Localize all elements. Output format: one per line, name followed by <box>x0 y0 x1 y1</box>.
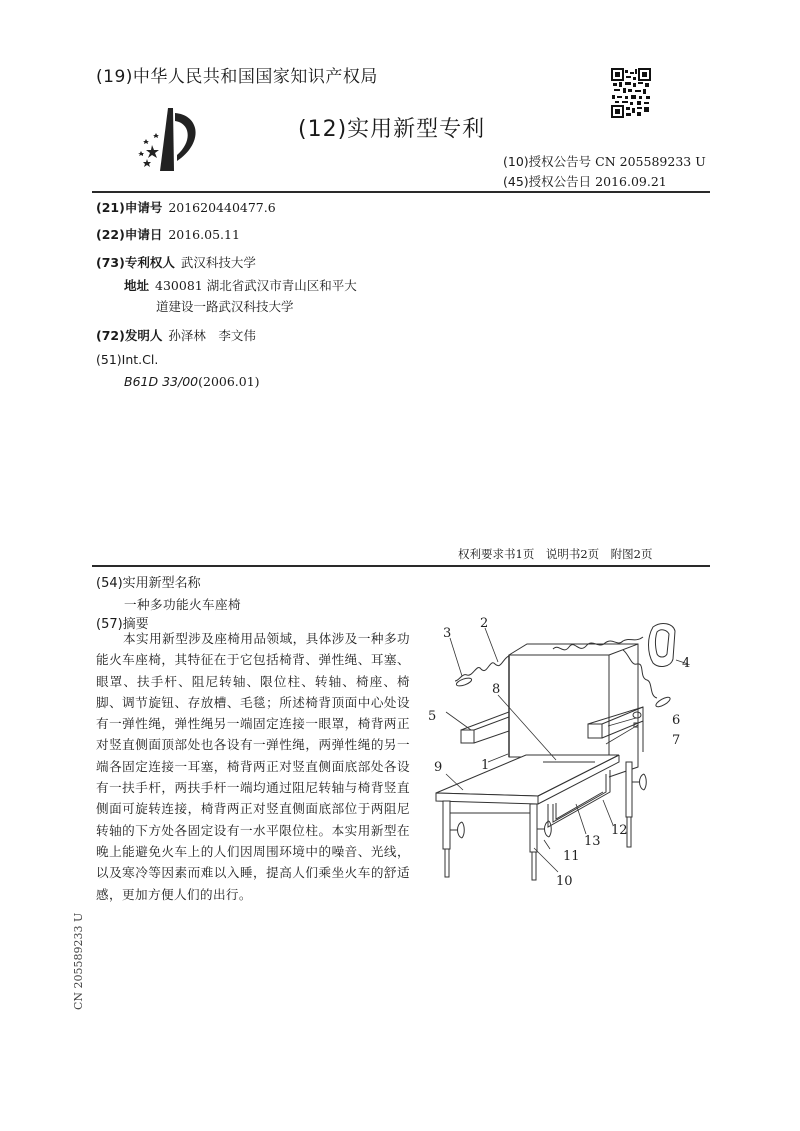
address-line1: 430081 湖北省武汉市青山区和平大 <box>155 278 357 293</box>
address-row <box>124 276 357 294</box>
ref-13: 13 <box>584 834 601 849</box>
seat <box>436 755 619 804</box>
publication-number-row <box>503 152 706 170</box>
int-cl-version: (2006.01) <box>198 374 260 389</box>
ref-1: 1 <box>481 758 490 773</box>
filing-date-label: (22)申请日 <box>96 227 163 242</box>
page-counts: 权利要求书1页 说明书2页 附图2页 <box>458 547 653 561</box>
int-cl-code: B61D 33/00 <box>124 374 199 389</box>
ref-4: 4 <box>682 656 691 671</box>
int-cl-label: (51)Int.Cl. <box>96 352 159 367</box>
earplug-left <box>455 676 472 687</box>
int-cl-classification <box>124 374 260 389</box>
train-seat-drawing <box>428 612 713 912</box>
int-cl-row <box>96 352 158 367</box>
ref-2: 2 <box>480 616 489 631</box>
utility-model-title: 一种多功能火车座椅 <box>124 597 241 612</box>
adjusting-knob-left <box>450 822 464 838</box>
header-divider <box>92 191 710 193</box>
title-label: (54)实用新型名称 <box>96 576 201 591</box>
filing-date-row <box>96 225 240 243</box>
application-number-label: (21)申请号 <box>96 200 163 215</box>
adjusting-knob-right <box>632 774 646 790</box>
eye-mask <box>649 624 676 667</box>
application-number: 201620440477.6 <box>168 200 276 215</box>
ref-12: 12 <box>611 823 628 838</box>
publication-date: 2016.09.21 <box>595 174 667 189</box>
patentee-label: (73)专利权人 <box>96 255 175 270</box>
patentee: 武汉科技大学 <box>180 255 256 270</box>
damping-shaft <box>633 712 641 718</box>
ref-8: 8 <box>492 682 501 697</box>
ref-3: 3 <box>443 626 452 641</box>
publication-number: CN 205589233 U <box>595 154 706 169</box>
filing-date: 2016.05.11 <box>168 227 240 242</box>
cnipa-logo-icon <box>128 103 203 173</box>
qr-code-icon <box>611 68 651 118</box>
publication-number-label: (10)授权公告号 <box>503 154 592 169</box>
ref-11: 11 <box>563 849 580 864</box>
address-label: 地址 <box>124 278 150 293</box>
patentee-row <box>96 253 256 271</box>
earplug-right <box>655 695 672 708</box>
publication-date-row <box>503 172 667 190</box>
document-kind: (12)实用新型专利 <box>298 117 486 142</box>
ref-10: 10 <box>556 874 573 889</box>
inventors-row <box>96 326 256 344</box>
ref-6: 6 <box>672 713 681 728</box>
elastic-cord-left <box>455 656 509 681</box>
ref-9: 9 <box>434 760 443 775</box>
inventors-label: (72)发明人 <box>96 328 163 343</box>
adjusting-knob-mid <box>537 821 551 837</box>
ref-5: 5 <box>428 709 437 724</box>
application-number-row <box>96 198 276 216</box>
abstract-label: (57)摘要 <box>96 617 149 632</box>
abstract-text: 本实用新型涉及座椅用品领域，具体涉及一种多功能火车座椅，其特征在于它包括椅背、弹性绳、耳塞、眼罩、扶手杆、阻尼转轴、限位柱、转轴、椅座、椅脚、调节旋钮、存放槽、毛毯；所述椅背顶面中心处设有一弹性绳，弹性绳另一端固定连接一眼罩，椅背两正对竖直侧面顶部处也各设有一弹性绳，两弹性绳的另一端各固定连接一耳塞，椅背两正对竖直侧面底部处各设有一扶手杆，两扶手杆一端均通过阻尼转轴与椅背竖直侧面可旋转连接，椅背两正对竖直侧面底部位于两阻尼转轴的下方处各固定设有一水平限位柱。本实用新型在晚上能避免火车上的人们因周围环境中的噪音、光线，以及寒冷等因素而难以入睡，提高人们乘坐火车的舒适感，更加方便人们的出行。 <box>96 631 410 902</box>
side-publication-number: CN 205589233 U <box>72 912 85 1010</box>
issuing-office: (19)中华人民共和国国家知识产权局 <box>96 67 378 87</box>
elastic-cord-top <box>553 637 643 650</box>
abstract-divider <box>92 565 710 567</box>
address-continuation <box>156 297 294 315</box>
publication-date-label: (45)授权公告日 <box>503 174 592 189</box>
inventors: 孙泽林 李文伟 <box>168 328 256 343</box>
ref-7: 7 <box>672 733 681 748</box>
address-line2: 道建设一路武汉科技大学 <box>156 299 294 314</box>
